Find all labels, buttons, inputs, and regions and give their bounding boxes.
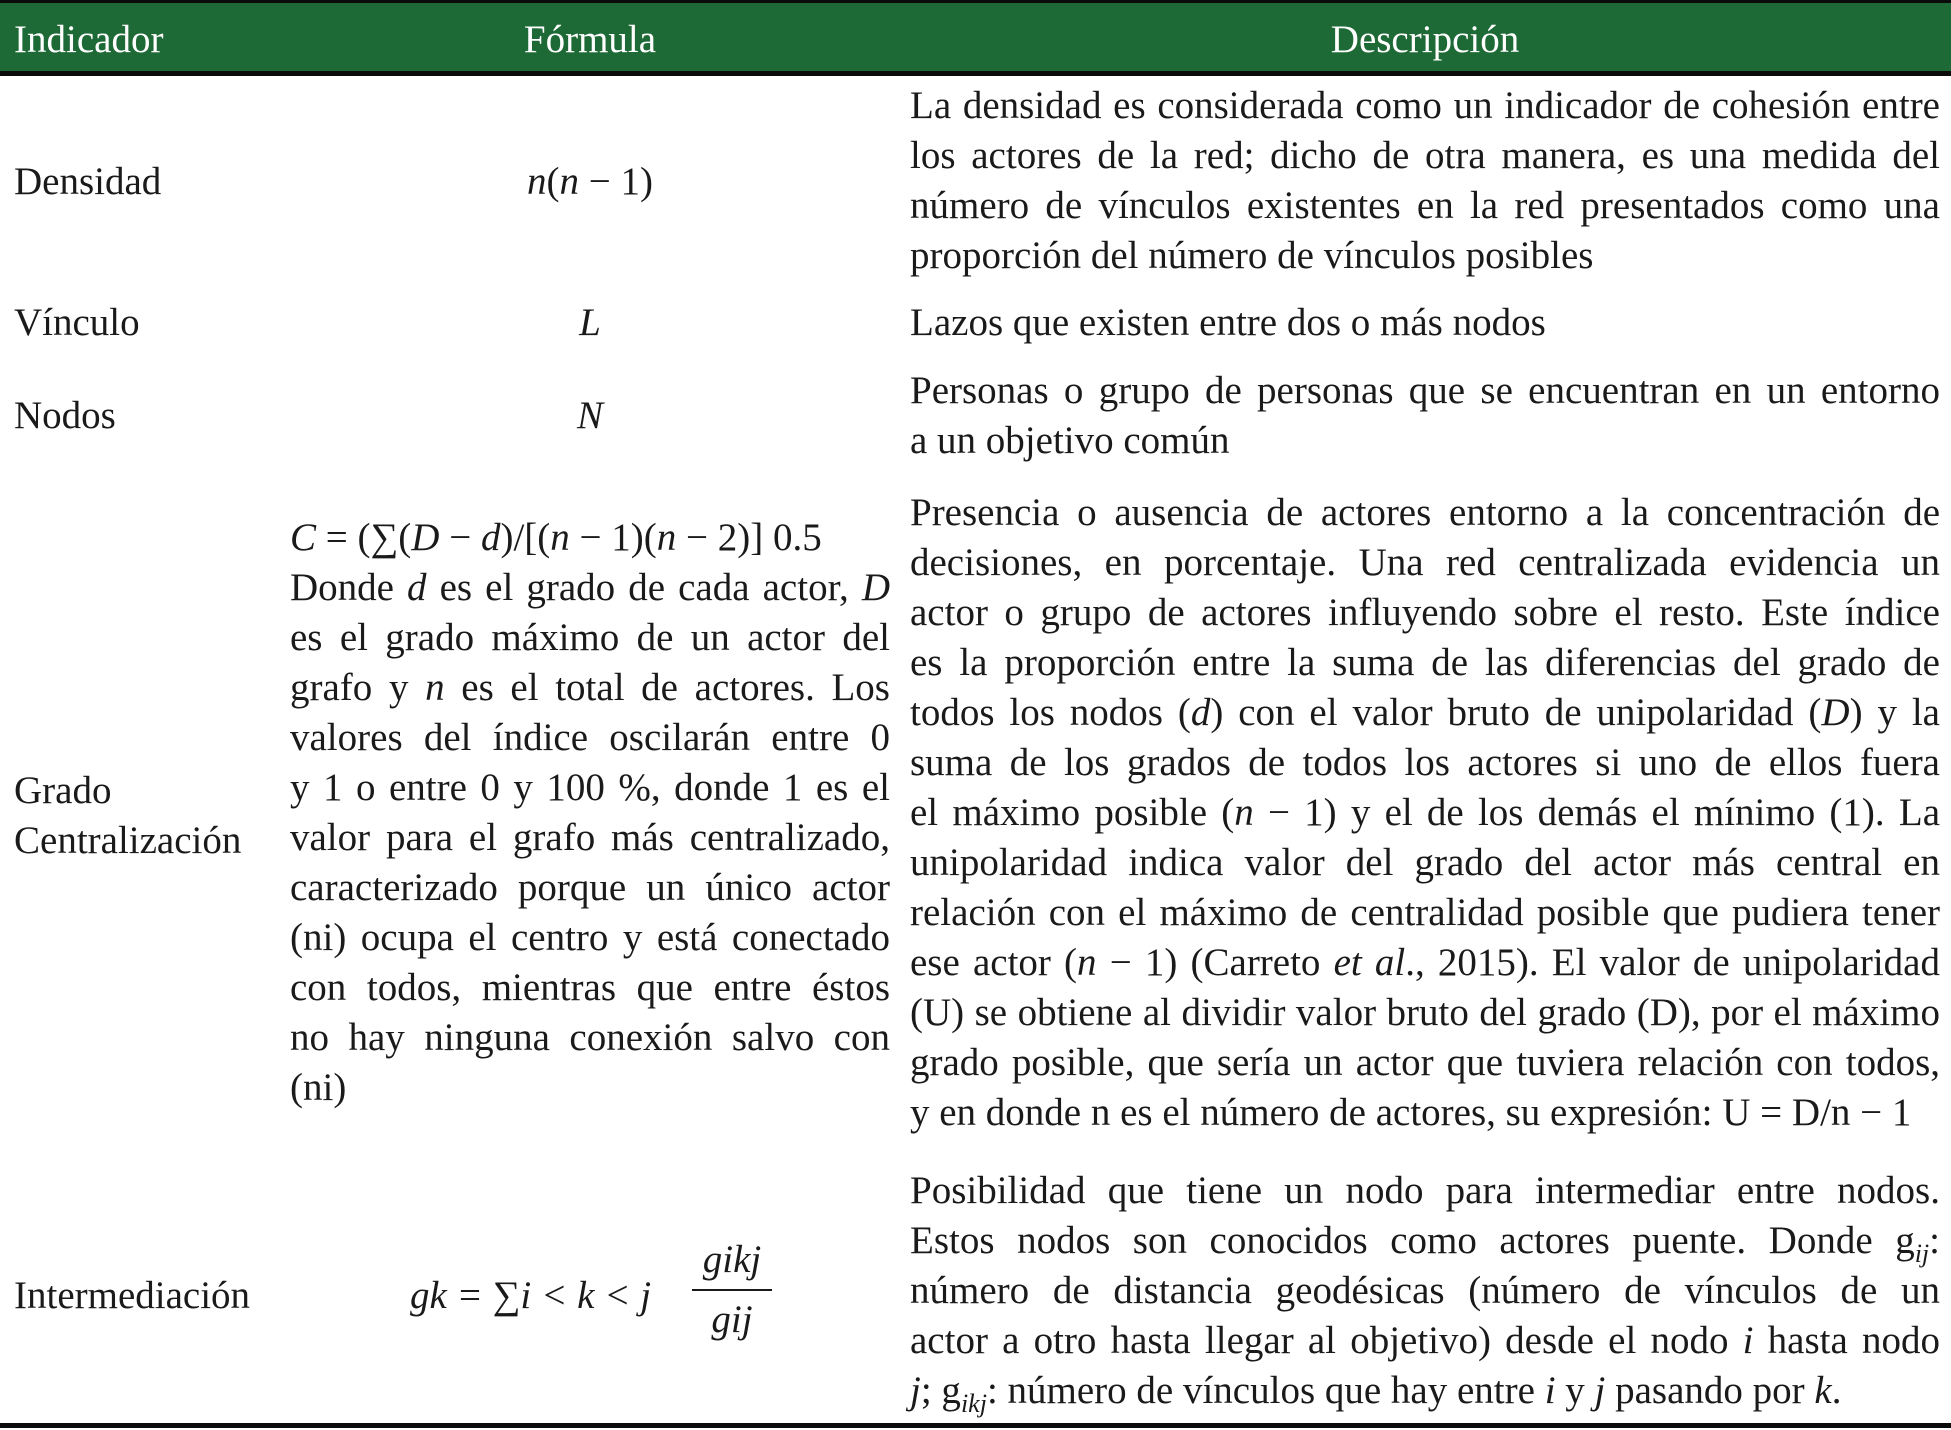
desc-line: ese actor (n − 1) (Carreto et al., 2015). El valor de unipolaridad [910, 941, 1940, 984]
row-centralizacion-formula [290, 513, 890, 1113]
desc-line: número de distancia geodésicas (número de vínculos de un [910, 1269, 1940, 1312]
header-descripcion: Descripción [1330, 18, 1520, 61]
row-densidad-descripcion [910, 81, 1940, 281]
desc-line: j; $g_{ikj}$: número de vínculos que hay entre i y j pasando por k. [910, 1369, 1842, 1418]
desc-line: número de vínculos existentes en la red presentados como una [910, 184, 1940, 227]
row-vinculo-descripcion: Lazos que existen entre dos o más nodos [910, 301, 1546, 344]
row-centralizacion-indicador [14, 766, 241, 866]
table-bottom-border [0, 1423, 1951, 1428]
header-formula: Fórmula [523, 18, 657, 61]
formula-line: no hay ninguna conexión salvo con [290, 1016, 890, 1059]
desc-line: suma de los grados de todos los actores si uno de ellos fuera [910, 741, 1940, 784]
row-intermediacion-indicador: Intermediación [14, 1274, 251, 1317]
row-nodos-descripcion [910, 366, 1940, 466]
desc-line: decisiones, en porcentaje. Una red centralizada evidencia un [910, 541, 1940, 584]
fraction-numerator: gikj [702, 1238, 762, 1281]
formula-fraction [692, 1235, 772, 1345]
desc-line: (U) se obtiene al dividir valor bruto del grado (D), por el máximo [910, 991, 1940, 1034]
desc-line: grado posible, que sería un actor que tuviera relación con todos, [910, 1041, 1940, 1084]
formula-line: con todos, mientras que entre éstos [290, 966, 890, 1009]
formula-line: Donde d es el grado de cada actor, D [290, 566, 890, 609]
formula-line: (ni) ocupa el centro y está conectado [290, 916, 890, 959]
formula-line: y 1 o entre 0 y 100 %, donde 1 es el [290, 766, 890, 809]
desc-line: actor o grupo de actores influyendo sobre el resto. Este índice [910, 591, 1940, 634]
desc-line: proporción del número de vínculos posibles [910, 234, 1594, 277]
row-intermediacion-descripcion [910, 1166, 1940, 1416]
desc-line: todos los nodos (d) con el valor bruto de unipolaridad (D) y la [910, 691, 1940, 734]
header-rule [0, 71, 1951, 76]
formula-line: C = (∑(D − d)/[(n − 1)(n − 2)] 0.5 [290, 516, 822, 559]
desc-line: actor a otro hasta llegar al objetivo) desde el nodo i hasta nodo [910, 1319, 1940, 1362]
fraction-denominator: gij [711, 1298, 753, 1341]
desc-line: el máximo posible (n − 1) y el de los demás el mínimo (1). La [910, 791, 1940, 834]
desc-line: La densidad es considerada como un indicador de cohesión entre [910, 84, 1940, 127]
desc-line: es la proporción entre la suma de las diferencias del grado de [910, 641, 1940, 684]
indicador-line: Centralización [14, 819, 242, 862]
desc-line: Presencia o ausencia de actores entorno a la concentración de [910, 491, 1940, 534]
row-vinculo-formula: L [579, 301, 601, 344]
formula-line: valor para el grafo más centralizado, [290, 816, 890, 859]
desc-line: los actores de la red; dicho de otra manera, es una medida del [910, 134, 1940, 177]
desc-line: Posibilidad que tiene un nodo para intermediar entre nodos. [910, 1169, 1940, 1212]
formula-lhs: gk = ∑i < k < j [410, 1274, 652, 1317]
desc-line: a un objetivo común [910, 419, 1230, 462]
fraction-bar [692, 1289, 772, 1291]
row-nodos-indicador: Nodos [14, 394, 116, 437]
indicador-line: Grado [14, 769, 112, 812]
desc-line: Estos nodos son conocidos como actores puente. Donde $g_{ij}$: [910, 1219, 1940, 1268]
row-nodos-formula: N [576, 394, 603, 437]
formula-line: (ni) [290, 1066, 347, 1109]
row-densidad-indicador: Densidad [14, 160, 162, 203]
formula-line: valores del índice oscilarán entre 0 [290, 716, 890, 759]
row-intermediacion-formula [290, 1235, 890, 1355]
formula-line: es el grado máximo de un actor del [290, 616, 890, 659]
desc-line: Personas o grupo de personas que se encuentran en un entorno [910, 369, 1940, 412]
header-indicador: Indicador [14, 18, 164, 61]
formula-line: caracterizado porque un único actor [290, 866, 890, 909]
row-densidad-formula: n(n − 1) [527, 160, 653, 203]
row-vinculo-indicador: Vínculo [14, 301, 140, 344]
desc-line: y en donde n es el número de actores, su expresión: U = D/n − 1 [910, 1091, 1912, 1134]
desc-line: relación con el máximo de centralidad posible que pudiera tener [910, 891, 1940, 934]
row-centralizacion-descripcion [910, 488, 1940, 1138]
table-header [0, 3, 1951, 71]
formula-line: grafo y n es el total de actores. Los [290, 666, 890, 709]
desc-line: unipolaridad indica valor del grado del actor más central en [910, 841, 1940, 884]
